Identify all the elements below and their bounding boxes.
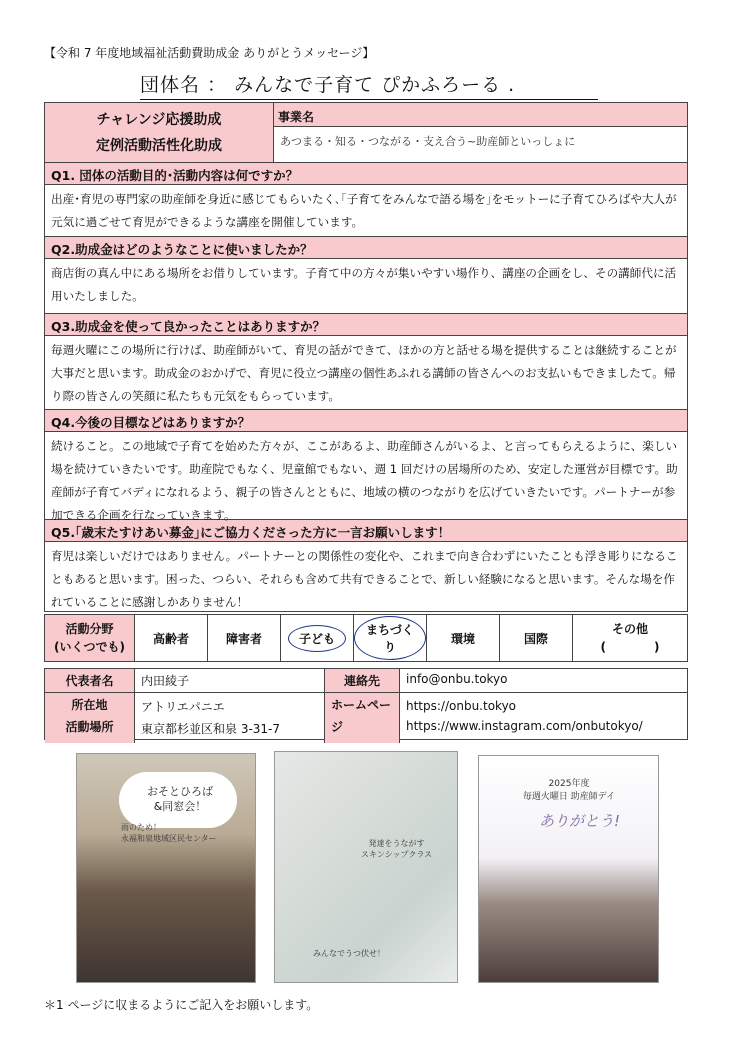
photo-1-note bbox=[121, 822, 217, 844]
homepage-url-2[interactable]: https://www.instagram.com/onbutokyo/ bbox=[406, 719, 643, 733]
location-label bbox=[45, 693, 135, 743]
activity-label-main: 活動分野 bbox=[65, 622, 114, 636]
activity-other-value: ( ) bbox=[600, 640, 660, 654]
question-1: Q1. 団体の活動目的･活動内容は何ですか？ bbox=[45, 163, 687, 185]
answer-3: 毎週火曜にこの場所に行けば、助産師がいて、育児の話ができて、ほかの方と話せる場を提供することは継続することが大事だと思います。助成金のおかげで、育児に役立つ講座の個性あふれる講師の皆さんへのお支払いもできましたて。帰り際の皆さんの笑顔に私たちも元気をもらっています。 bbox=[45, 336, 687, 410]
photo-2-line-1: 発達をうながす bbox=[368, 839, 425, 848]
activity-environment bbox=[427, 615, 500, 661]
header-line: 【令和 7 年度地域福祉活動費助成金 ありがとうメッセージ】 bbox=[44, 46, 375, 60]
grant-type-challenge: チャレンジ応援助成 bbox=[96, 111, 222, 128]
location-value-1: アトリエパニエ bbox=[141, 700, 225, 714]
group-title: 団体名 ： みんなで子育て ぴかふろーる . bbox=[140, 70, 598, 100]
project-cell bbox=[274, 103, 687, 162]
photo-3-thanks: ありがとう! bbox=[539, 812, 621, 830]
activity-international bbox=[500, 615, 573, 661]
grant-type-cell bbox=[45, 103, 274, 162]
grant-type-regular: 定例活動活性化助成 bbox=[96, 137, 222, 154]
activity-elderly-label: 高齢者 bbox=[152, 631, 189, 646]
photo-3-caption bbox=[509, 778, 629, 804]
photo-midwife-day bbox=[478, 755, 659, 983]
top-grid bbox=[45, 103, 687, 163]
activity-community-label-circled: まちづくり bbox=[354, 616, 426, 660]
activity-label-sub: (いくつでも) bbox=[54, 640, 125, 654]
photo-1-venue-note: 永福和泉地域区民センター bbox=[121, 834, 217, 843]
project-label: 事業名 bbox=[274, 103, 687, 127]
footer-note: ＊1 ページに収まるようにご記入をお願いします。 bbox=[44, 998, 319, 1012]
main-table bbox=[44, 102, 688, 612]
location-label-2: 活動場所 bbox=[65, 720, 114, 734]
contact-value: info@onbu.tokyo bbox=[400, 669, 687, 693]
activity-children bbox=[281, 615, 354, 661]
photo-2-bottom-caption: みんなでうつ伏せ！ bbox=[313, 949, 385, 958]
representative-value: 内田綾子 bbox=[135, 669, 325, 693]
answer-1: 出産･育児の専門家の助産師を身近に感じてもらいたく､｢子育てをみんなで語る場を｣をモットーに子育てひろばや大人が元気に過ごせて育児ができるような講座を開催しています。 bbox=[45, 185, 687, 237]
photo-outdoor-reunion bbox=[76, 753, 256, 983]
activity-community bbox=[354, 615, 427, 661]
contact-label: 連絡先 bbox=[325, 669, 400, 693]
photo-3-schedule: 毎週火曜日 助産師デイ bbox=[522, 792, 616, 802]
activity-elderly bbox=[135, 615, 208, 661]
answer-4: 続けること。この地域で子育てを始めた方々が、ここがあるよ、助産師さんがいるよ、と言ってもらえるように、楽しい場を続けていきたいです。助産院でもなく、児童館でもない、週 1 回だけの居場所のため、安定した運営が目標です。助産師が子育てバディになれるよう、親子の皆さんとともに、地域の横のつながりを広げていきたいです。パートナーが参加できる企画を行なっていきます。 bbox=[45, 432, 687, 520]
answer-2: 商店街の真ん中にある場所をお借りしています。子育て中の方々が集いやすい場作り、講座の企画をし、その講師代に活用いたしました。 bbox=[45, 259, 687, 314]
contact-table bbox=[44, 668, 688, 740]
answer-5: 育児は楽しいだけではありません。パートナーとの関係性の変化や、これまで向き合わずにいたことも浮き彫りになることもあると思います。困った、つらい、それらも含めて共有できることで、新しい経験になると思います。そんな場を作れていることに感謝しかありません！ bbox=[51, 549, 678, 609]
activity-other-label: その他 bbox=[611, 622, 648, 636]
activity-environment-label: 環境 bbox=[450, 631, 475, 646]
photo-1-rain-note: 雨のため！ bbox=[121, 823, 161, 832]
activity-label bbox=[45, 615, 135, 661]
activity-children-label-circled: 子ども bbox=[288, 625, 346, 652]
homepage-value bbox=[400, 693, 687, 743]
question-4: Q4.今後の目標などはありますか？ bbox=[45, 410, 687, 432]
activity-disability-label: 障害者 bbox=[225, 631, 262, 646]
location-label-1: 所在地 bbox=[71, 698, 108, 712]
photo-1-caption bbox=[125, 784, 235, 814]
question-3: Q3.助成金を使って良かったことはありますか？ bbox=[45, 314, 687, 336]
homepage-label: ホームページ bbox=[325, 693, 400, 743]
activity-international-label: 国際 bbox=[523, 631, 548, 646]
location-value-2: 東京都杉並区和泉 3-31-7 bbox=[141, 722, 281, 736]
photo-skinship-class bbox=[274, 751, 458, 983]
photo-1-subtitle: &同窓会！ bbox=[153, 800, 207, 813]
activity-disability bbox=[208, 615, 281, 661]
photo-2-caption bbox=[361, 838, 432, 860]
activity-fields bbox=[44, 614, 688, 662]
project-value: あつまる・知る・つながる・支え合う~助産師といっしょに bbox=[274, 127, 687, 162]
question-2: Q2.助成金はどのようなことに使いましたか？ bbox=[45, 237, 687, 259]
location-value bbox=[135, 693, 325, 743]
photo-1-title: おそとひろば bbox=[147, 785, 213, 798]
activity-other bbox=[573, 615, 687, 661]
photo-2-line-2: スキンシップクラス bbox=[361, 850, 433, 859]
homepage-url-1[interactable]: https://onbu.tokyo bbox=[406, 699, 517, 713]
question-5: Q5.｢歳末たすけあい募金｣にご協力くださった方に一言お願いします！ bbox=[45, 520, 687, 542]
representative-label: 代表者名 bbox=[45, 669, 135, 693]
photo-3-year: 2025年度 bbox=[548, 779, 590, 789]
